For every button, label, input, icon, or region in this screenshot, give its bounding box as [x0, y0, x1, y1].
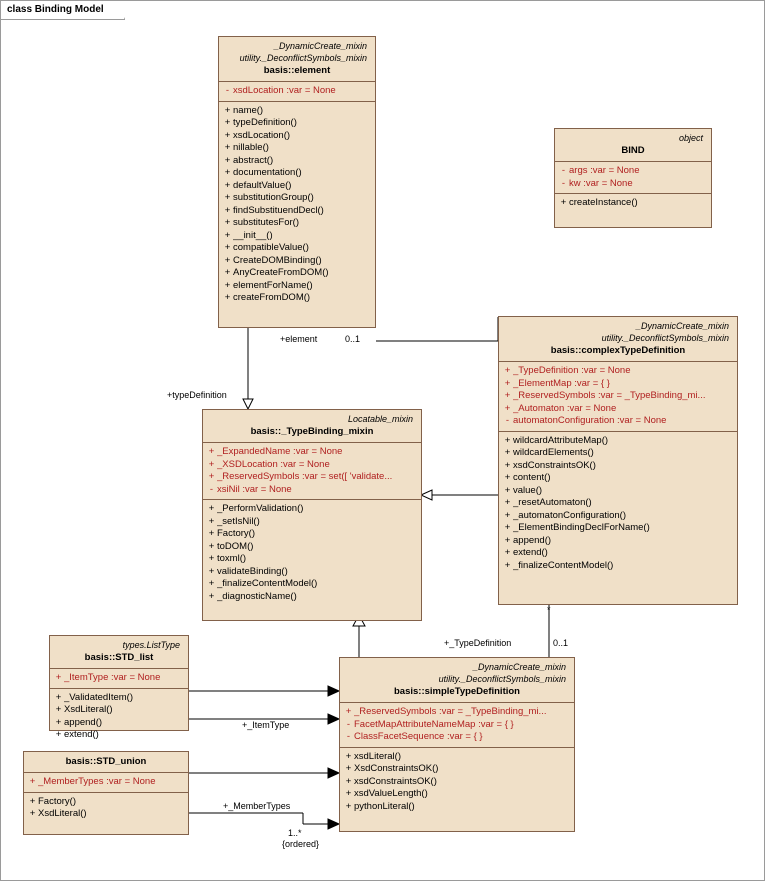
visibility: +: [55, 716, 62, 728]
visibility: +: [208, 446, 215, 457]
operation-row: [53, 704, 185, 717]
visibility: +: [504, 559, 511, 571]
operations-element: [219, 101, 375, 308]
operation-row: [206, 541, 418, 554]
stereotype-deconflict: utility._DeconflictSymbols_mixin: [601, 333, 729, 343]
visibility: +: [29, 776, 36, 787]
operation-row: [206, 578, 418, 591]
stereotype-dynamiccreate: _DynamicCreate_mixin: [273, 41, 367, 51]
operation-text: Factory(): [38, 795, 76, 807]
edge-label-element-mult: 0..1: [345, 334, 361, 344]
operation-row: [502, 435, 734, 448]
edge-label-typedefinition-role2: +_TypeDefinition: [444, 638, 512, 648]
operation-text: substitutionGroup(): [233, 192, 314, 203]
class-basis-element[interactable]: [218, 36, 376, 328]
visibility: +: [224, 104, 231, 116]
visibility: +: [504, 509, 511, 521]
operation-text: _ElementBindingDeclForName(): [513, 522, 650, 533]
visibility: +: [224, 292, 231, 303]
operation-row: [206, 503, 418, 516]
operation-text: _PerformValidation(): [217, 503, 304, 514]
operation-text: defaultValue(): [233, 179, 292, 191]
operations-std-list: [50, 688, 188, 745]
attribute-row: [502, 390, 734, 403]
class-header-complextypedefinition: [499, 317, 737, 361]
attributes-std-union: [24, 772, 188, 792]
operation-row: [27, 808, 185, 821]
visibility: +: [504, 534, 511, 546]
visibility: +: [345, 750, 352, 762]
visibility: +: [504, 497, 511, 508]
edge-label-typedefinition-role: +typeDefinition: [167, 390, 227, 400]
class-name-element: basis::element: [263, 65, 331, 76]
operation-row: [222, 167, 372, 180]
attribute-row: [502, 415, 734, 428]
operation-text: append(): [513, 534, 552, 546]
visibility: +: [504, 522, 511, 533]
edge-label-member-mult: 1..*: [288, 828, 302, 838]
operation-text: xsdValueLength(): [354, 788, 428, 799]
attribute-row: [222, 85, 372, 98]
operations-std-union: [24, 792, 188, 824]
stereotype-object: object: [678, 133, 703, 143]
visibility: +: [345, 788, 352, 799]
operation-row: [502, 547, 734, 560]
visibility: -: [561, 177, 566, 189]
class-header-simpletypedefinition: [340, 658, 574, 702]
stereotype-dynamiccreate: _DynamicCreate_mixin: [635, 321, 729, 331]
visibility: -: [346, 718, 351, 730]
operation-text: CreateDOMBinding(): [233, 254, 322, 266]
operation-row: [502, 510, 734, 523]
operation-text: createFromDOM(): [233, 292, 311, 303]
attribute-row: [502, 403, 734, 416]
attribute-text: _ReservedSymbols :var = _TypeBinding_mi...: [354, 706, 547, 717]
attribute-row: [343, 706, 571, 719]
visibility: +: [504, 472, 511, 483]
operation-row: [27, 796, 185, 809]
visibility: -: [346, 731, 351, 742]
operation-row: [206, 516, 418, 529]
stereotype-deconflict: utility._DeconflictSymbols_mixin: [239, 53, 367, 63]
visibility: +: [208, 590, 215, 602]
class-name-complextypedefinition: basis::complexTypeDefinition: [550, 345, 686, 356]
visibility: +: [55, 691, 62, 703]
attribute-row: [558, 165, 708, 178]
operation-text: __init__(): [233, 229, 273, 241]
visibility: +: [208, 528, 215, 539]
operation-row: [222, 280, 372, 293]
operation-row: [343, 751, 571, 764]
visibility: +: [208, 458, 215, 470]
attribute-text: _MemberTypes :var = None: [38, 776, 156, 787]
operation-text: nillable(): [233, 142, 269, 153]
operation-text: Factory(): [217, 528, 255, 539]
operation-text: _resetAutomaton(): [513, 497, 592, 508]
operation-text: _finalizeContentModel(): [217, 578, 318, 589]
operation-row: [343, 776, 571, 789]
operation-text: _ValidatedItem(): [64, 691, 133, 703]
operation-row: [222, 255, 372, 268]
operation-row: [222, 155, 372, 168]
visibility: +: [345, 706, 352, 717]
edge-label-element-role: +element: [280, 334, 318, 344]
operation-row: [502, 472, 734, 485]
class-name-typebinding-mixin: basis::_TypeBinding_mixin: [250, 426, 374, 437]
class-header-typebinding-mixin: [203, 410, 421, 442]
operation-row: [343, 763, 571, 776]
visibility: +: [29, 808, 36, 819]
operation-row: [222, 180, 372, 193]
visibility: +: [504, 484, 511, 496]
class-basis-complextypedefinition[interactable]: [498, 316, 738, 605]
attribute-row: [343, 719, 571, 732]
visibility: +: [224, 154, 231, 166]
operation-text: XsdConstraintsOK(): [354, 763, 439, 774]
edge-label-member-ordered: {ordered}: [282, 839, 320, 849]
operation-row: [53, 717, 185, 730]
operation-row: [222, 267, 372, 280]
visibility: -: [505, 415, 510, 426]
class-name-std-union: basis::STD_union: [65, 756, 147, 767]
operation-text: append(): [64, 716, 103, 728]
operation-row: [343, 788, 571, 801]
attribute-text: ClassFacetSequence :var = { }: [354, 731, 483, 742]
operation-text: xsdLocation(): [233, 129, 291, 141]
operation-row: [53, 729, 185, 742]
class-name-bind: BIND: [621, 145, 645, 156]
attribute-text: _ElementMap :var = { }: [513, 377, 610, 389]
operation-text: substitutesFor(): [233, 217, 299, 228]
operation-text: pythonLiteral(): [354, 800, 415, 812]
class-basis-typebinding-mixin[interactable]: [202, 409, 422, 621]
visibility: +: [224, 142, 231, 153]
visibility: +: [208, 540, 215, 552]
operation-text: findSubstituendDecl(): [233, 204, 324, 216]
attributes-typebinding-mixin: [203, 442, 421, 499]
edge-label-itemtype-role: +_ItemType: [242, 720, 290, 730]
attribute-text: kw :var = None: [569, 177, 633, 189]
attribute-row: [27, 776, 185, 789]
operation-row: [206, 528, 418, 541]
visibility: +: [55, 729, 62, 740]
stereotype-locatable-mixin: Locatable_mixin: [347, 414, 413, 424]
visibility: +: [208, 578, 215, 589]
visibility: +: [224, 167, 231, 178]
visibility: +: [224, 204, 231, 216]
operation-row: [206, 591, 418, 604]
attribute-row: [206, 484, 418, 497]
visibility: +: [224, 129, 231, 141]
operation-row: [222, 105, 372, 118]
attributes-std-list: [50, 668, 188, 688]
operation-row: [222, 117, 372, 130]
operation-text: content(): [513, 472, 551, 483]
class-header-std-list: [50, 636, 188, 668]
attribute-text: _ReservedSymbols :var = _TypeBinding_mi...: [513, 390, 706, 401]
operation-text: _diagnosticName(): [217, 590, 297, 602]
visibility: -: [209, 483, 214, 495]
visibility: +: [208, 515, 215, 527]
edge-label-membertypes-role: +_MemberTypes: [223, 801, 291, 811]
attributes-complextypedefinition: [499, 361, 737, 431]
operations-simpletypedefinition: [340, 747, 574, 817]
visibility: +: [504, 434, 511, 446]
attributes-bind: [555, 161, 711, 193]
operation-row: [502, 460, 734, 473]
visibility: +: [504, 377, 511, 389]
attribute-row: [502, 378, 734, 391]
visibility: +: [504, 365, 511, 376]
operation-row: [206, 566, 418, 579]
visibility: -: [225, 85, 230, 96]
operation-row: [222, 192, 372, 205]
operation-text: xsdLiteral(): [354, 750, 401, 762]
class-header-element: [219, 37, 375, 81]
operation-row: [222, 292, 372, 305]
operation-text: elementForName(): [233, 279, 313, 291]
operation-text: _finalizeContentModel(): [513, 559, 614, 571]
attribute-row: [502, 365, 734, 378]
operation-row: [558, 197, 708, 210]
visibility: +: [208, 503, 215, 514]
attributes-simpletypedefinition: [340, 702, 574, 747]
attribute-text: xsdLocation :var = None: [233, 85, 336, 96]
operation-text: extend(): [513, 547, 548, 558]
operation-row: [222, 142, 372, 155]
visibility: +: [224, 267, 231, 278]
stereotype-dynamiccreate: _DynamicCreate_mixin: [472, 662, 566, 672]
operation-row: [53, 692, 185, 705]
attribute-row: [558, 178, 708, 191]
attribute-row: [343, 731, 571, 744]
stereotype-types-listtype: types.ListType: [122, 640, 180, 650]
attribute-text: automatonConfiguration :var = None: [513, 415, 667, 426]
operation-row: [206, 553, 418, 566]
operation-row: [502, 485, 734, 498]
visibility: +: [345, 775, 352, 787]
class-name-simpletypedefinition: basis::simpleTypeDefinition: [394, 686, 520, 697]
operation-row: [502, 535, 734, 548]
operation-row: [502, 522, 734, 535]
attribute-row: [53, 672, 185, 685]
class-bind[interactable]: [554, 128, 712, 228]
operation-row: [502, 447, 734, 460]
operation-text: AnyCreateFromDOM(): [233, 267, 329, 278]
class-basis-simpletypedefinition[interactable]: [339, 657, 575, 832]
attribute-text: FacetMapAttributeNameMap :var = { }: [354, 718, 514, 730]
visibility: +: [208, 553, 215, 564]
visibility: +: [504, 390, 511, 401]
class-basis-std-union[interactable]: [23, 751, 189, 835]
attributes-element: [219, 81, 375, 101]
operation-text: abstract(): [233, 154, 274, 166]
operation-text: xsdConstraintsOK(): [354, 775, 437, 787]
attribute-row: [206, 471, 418, 484]
operation-text: xsdConstraintsOK(): [513, 459, 596, 471]
operation-text: _automatonConfiguration(): [513, 509, 627, 521]
visibility: +: [55, 672, 62, 683]
operation-text: typeDefinition(): [233, 117, 297, 128]
visibility: +: [224, 254, 231, 266]
visibility: +: [345, 763, 352, 774]
attribute-text: xsiNil :var = None: [217, 483, 292, 495]
attribute-text: _ExpandedName :var = None: [217, 446, 343, 457]
operation-text: documentation(): [233, 167, 302, 178]
operation-text: wildcardAttributeMap(): [513, 434, 609, 446]
operation-row: [222, 130, 372, 143]
visibility: +: [504, 402, 511, 414]
visibility: +: [504, 547, 511, 558]
stereotype-deconflict: utility._DeconflictSymbols_mixin: [438, 674, 566, 684]
operation-text: wildcardElements(): [513, 447, 594, 458]
attribute-text: _ReservedSymbols :var = set([ 'validate...: [217, 471, 393, 482]
diagram-tab-label: class Binding Model: [1, 1, 125, 20]
visibility: +: [208, 471, 215, 482]
attribute-text: args :var = None: [569, 165, 640, 176]
operation-text: XsdLiteral(): [64, 704, 113, 715]
visibility: +: [345, 800, 352, 812]
operation-text: compatibleValue(): [233, 242, 309, 253]
operation-text: value(): [513, 484, 543, 496]
attribute-text: _ItemType :var = None: [64, 672, 161, 683]
visibility: +: [29, 795, 36, 807]
attribute-text: _TypeDefinition :var = None: [513, 365, 631, 376]
operations-typebinding-mixin: [203, 499, 421, 606]
visibility: +: [208, 565, 215, 577]
class-header-std-union: [24, 752, 188, 772]
visibility: +: [224, 192, 231, 203]
class-basis-std-list[interactable]: [49, 635, 189, 740]
operation-row: [222, 205, 372, 218]
operation-text: extend(): [64, 729, 99, 740]
class-name-std-list: basis::STD_list: [84, 652, 154, 663]
operation-row: [222, 217, 372, 230]
edge-label-typedefinition-mult: 0..1: [553, 638, 569, 648]
class-header-bind: [555, 129, 711, 161]
attribute-text: _XSDLocation :var = None: [217, 458, 330, 470]
visibility: +: [224, 217, 231, 228]
operations-complextypedefinition: [499, 431, 737, 576]
visibility: +: [224, 117, 231, 128]
operation-text: _setIsNil(): [217, 515, 260, 527]
attribute-row: [206, 446, 418, 459]
operation-text: createInstance(): [569, 197, 638, 208]
attribute-row: [206, 459, 418, 472]
operation-text: toxml(): [217, 553, 247, 564]
operation-text: toDOM(): [217, 540, 254, 552]
operation-text: validateBinding(): [217, 565, 288, 577]
attribute-text: _Automaton :var = None: [513, 402, 617, 414]
visibility: +: [224, 229, 231, 241]
operation-row: [502, 560, 734, 573]
visibility: +: [504, 459, 511, 471]
operation-row: [222, 242, 372, 255]
edge-label-complex-star: *: [547, 605, 551, 615]
operations-bind: [555, 193, 711, 213]
visibility: -: [561, 165, 566, 176]
visibility: +: [224, 242, 231, 253]
visibility: +: [55, 704, 62, 715]
operation-row: [222, 230, 372, 243]
visibility: +: [560, 197, 567, 208]
visibility: +: [224, 279, 231, 291]
operation-row: [502, 497, 734, 510]
visibility: +: [224, 179, 231, 191]
visibility: +: [504, 447, 511, 458]
operation-text: name(): [233, 104, 264, 116]
operation-text: XsdLiteral(): [38, 808, 87, 819]
operation-row: [343, 801, 571, 814]
